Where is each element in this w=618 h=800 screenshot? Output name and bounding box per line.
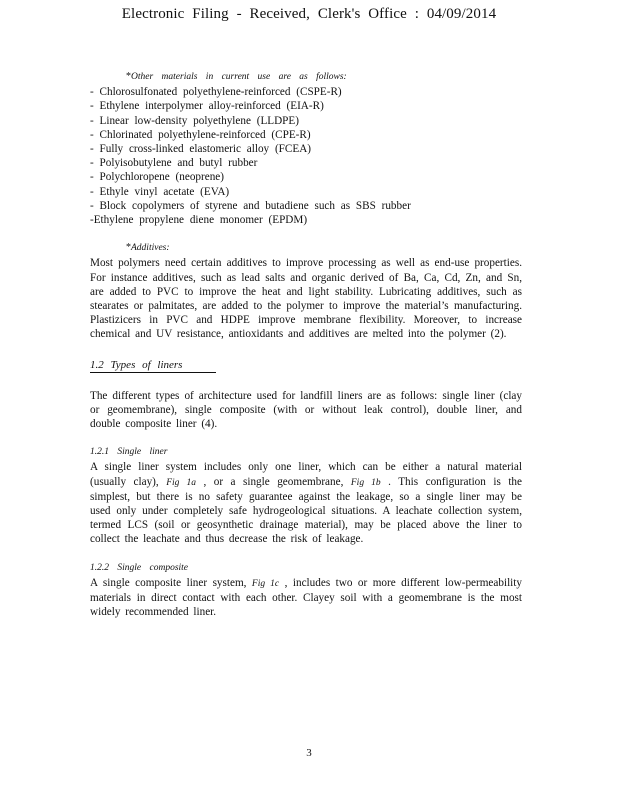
single-composite-text-b: , includes two or more different low-permeability materials in direct contact with each other. Clayey soil with a geomembrane is the most widely recommended liner. xyxy=(90,576,522,619)
materials-list xyxy=(90,85,522,227)
figure-reference: Fig 1b xyxy=(350,477,381,488)
additives-star: * xyxy=(126,242,131,254)
other-materials-label xyxy=(90,70,522,84)
subsection-heading-single-liner: 1.2.1 Single liner xyxy=(90,447,168,458)
types-of-liners-paragraph: The different types of architecture used for landfill liners are as follows: single liner (clay or geomembrane), single composite (with or without leak control), double liner, and double composite liner (4). xyxy=(90,389,522,431)
figure-reference: Fig 1c xyxy=(251,578,280,589)
single-composite-text-a: A single composite liner system, xyxy=(90,576,252,589)
document-body xyxy=(90,70,522,620)
list-item: - Chlorosulfonated polyethylene-reinforced (CSPE-R) xyxy=(90,86,342,99)
additives-paragraph: Most polymers need certain additives to improve processing as well as end-use properties. For instance additives, such as lead salts and organic derived of Ba, Ca, Cd, Zn, and Sn, are added to PVC to improve the heat and light stability. Lubricating additives, such as stearates or palmitates, are added to the polymer to improve the material’s manufacturing. Plastizicers in PVC and HDPE improve membrane flexibility. Moreover, to increase chemical and UV resistance, antioxidants and additives are melted into the polymer (2). xyxy=(90,257,522,341)
additives-label-text: Additives: xyxy=(131,243,170,254)
list-item: - Linear low-density polyethylene (LLDPE) xyxy=(90,114,299,127)
single-liner-paragraph xyxy=(90,460,522,546)
single-composite-paragraph xyxy=(90,576,522,620)
list-item: - Polychloropene (neoprene) xyxy=(90,171,224,184)
list-item: -Ethylene propylene diene monomer (EPDM) xyxy=(90,214,308,227)
list-item: - Fully cross-linked elastomeric alloy (FCEA) xyxy=(90,143,311,156)
list-item: - Ethyle vinyl acetate (EVA) xyxy=(90,185,230,198)
section-heading-types-of-liners: 1.2 Types of liners xyxy=(90,358,216,373)
list-item: - Block copolymers of styrene and butadiene such as SBS rubber xyxy=(90,199,411,212)
list-item: - Chlorinated polyethylene-reinforced (CPE-R) xyxy=(90,128,311,141)
figure-reference: Fig 1a xyxy=(166,477,196,488)
other-materials-label-text: Other materials in current use are as follows: xyxy=(131,72,347,82)
list-item: - Polyisobutylene and butyl rubber xyxy=(90,157,258,170)
spacer xyxy=(90,227,522,241)
additives-label xyxy=(90,241,522,255)
single-liner-text-b: , or a single geomembrane, xyxy=(195,475,351,488)
list-item: - Ethylene interpolymer alloy-reinforced (EIA-R) xyxy=(90,100,324,113)
single-liner-text-c: . This configuration is the simplest, but there is no safety guarantee against the leakage, so a single liner may be used only under completely safe hydrogeological situations. A leachate collection system, termed LCS (soil or geosynthetic drainage material), may be placed above the liner to collect the leachate and thus decrease the risk of leakage. xyxy=(90,475,522,546)
single-liner-text-a: A single liner system includes only one liner, which can be either a natural material (usually clay), xyxy=(90,461,522,488)
page-number: 3 xyxy=(306,747,312,759)
subsection-heading-single-composite: 1.2.2 Single composite xyxy=(90,562,189,573)
other-materials-star: * xyxy=(126,71,131,82)
filing-header: Electronic Filing - Received, Clerk's Office : 04/09/2014 xyxy=(121,6,497,22)
